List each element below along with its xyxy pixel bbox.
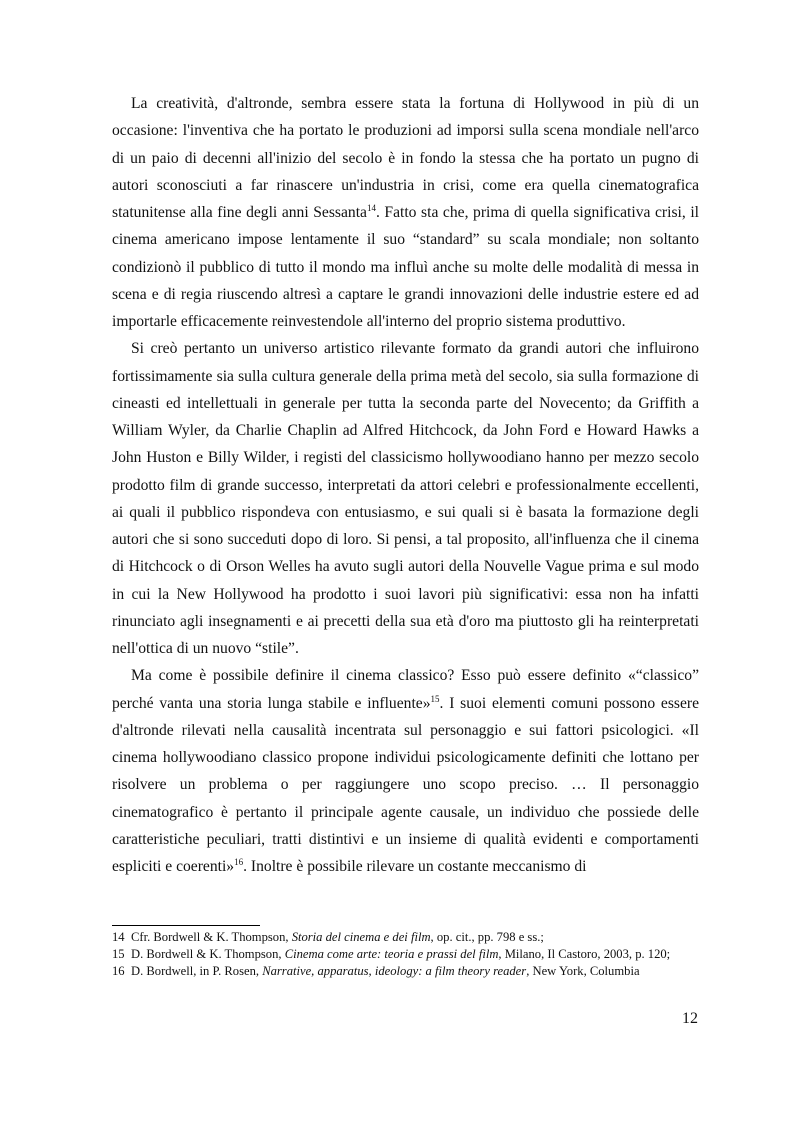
footnote-14 (112, 929, 699, 946)
footnote-text-before: Cfr. Bordwell & K. Thompson, (131, 930, 292, 944)
paragraph-text: Ma come è possibile definire il cinema classico? Esso può essere definito «“classico” perché vanta una storia lunga stabile e influente» (112, 667, 699, 712)
footnote-ref-16[interactable]: 16 (234, 856, 244, 867)
footnote-ref-15[interactable]: 15 (430, 693, 440, 704)
paragraph-3 (112, 662, 699, 880)
paragraph-1 (112, 90, 699, 335)
footnote-separator (112, 925, 260, 926)
paragraph-text: La creatività, d'altronde, sembra essere stata la fortuna di Hollywood in più di un occasione: l'inventiva che ha portato le produzioni ad imporsi sulla scena mondiale nell'arco di un paio di decenni all'inizio del secolo è in fondo la stessa che ha portato un pugno di autori sconosciuti a far rinascere un'industria in crisi, come era quella cinematografica statunitense alla fine degli anni Sessanta (112, 95, 699, 221)
footnote-text (131, 929, 699, 946)
paragraph-text: . Fatto sta che, prima di quella significativa crisi, il cinema americano impose lentamente il suo “standard” su scala mondiale; non soltanto condizionò il pubblico di tutto il mondo ma influì anche su molte delle modalità di messa in scena e di regia riuscendo altresì a captare le grandi innovazioni delle industrie estere ed ad importarle efficacemente reinvestendole all'interno del proprio sistema produttivo. (112, 204, 699, 330)
footnote-text (131, 946, 699, 963)
footnote-title: Storia del cinema e dei film (291, 930, 431, 944)
body-text (112, 90, 699, 880)
footnote-number: 16 (112, 964, 125, 978)
footnote-text-after: , Milano, Il Castoro, 2003, p. 120; (498, 947, 671, 961)
paragraph-text: Si creò pertanto un universo artistico rilevante formato da grandi autori che influirono fortissimamente sia sulla cultura generale della prima metà del secolo, sia sulla formazione di cineasti ed intellettuali in generale per tutta la seconda parte del Novecento; da Griffith a William Wyler, da Charlie Chaplin ad Alfred Hitchcock, da John Ford e Howard Hawks a John Huston e Billy Wilder, i registi del classicismo hollywoodiano hanno per mezzo secolo prodotto film di grande successo, interpretati da attori celebri e professionalmente eccellenti, ai quali il pubblico rispondeva con entusiasmo, e sui quali si è basata la formazione degli autori che si sono succeduti dopo di loro. Si pensi, a tal proposito, all'influenza che il cinema di Hitchcock o di Orson Welles ha avuto sugli autori della Nouvelle Vague prima e sul modo in cui la New Hollywood ha prodotto i suoi lavori più significativi: essa non ha infatti rinunciato agli insegnamenti e ai precetti della sua età d'oro ma piuttosto gli ha reinterpretati nell'ottica di un nuovo “stile”. (112, 340, 699, 657)
footnote-16 (112, 963, 699, 980)
footnote-text-after: , New York, Columbia (526, 964, 640, 978)
paragraph-text: . Inoltre è possibile rilevare un costante meccanismo di (243, 858, 587, 875)
footnote-text (131, 963, 699, 980)
paragraph-2 (112, 335, 699, 662)
footnote-text-before: D. Bordwell & K. Thompson, (131, 947, 285, 961)
paragraph-text: . I suoi elementi comuni possono essere d'altronde rilevati nella causalità incentrata sul personaggio e sui fattori psicologici. «Il cinema hollywoodiano classico propone individui psicologicamente definiti che lottano per risolvere un problema o per raggiungere uno scopo preciso. … Il personaggio cinematografico è pertanto il principale agente causale, un individuo che possiede delle caratteristiche peculiari, tratti distintivi e un insieme di qualità evidenti e comportamenti espliciti e coerenti» (112, 694, 699, 875)
footnote-title: Narrative, apparatus, ideology: a film theory reader (262, 964, 527, 978)
footnote-title: Cinema come arte: teoria e prassi del film (284, 947, 499, 961)
footnotes (112, 929, 699, 980)
footnote-15 (112, 946, 699, 963)
footnote-number: 15 (112, 947, 125, 961)
footnote-number: 14 (112, 930, 125, 944)
footnote-text-after: , op. cit., pp. 798 e ss.; (430, 930, 544, 944)
footnote-ref-14[interactable]: 14 (366, 202, 376, 213)
footnote-text-before: D. Bordwell, in P. Rosen, (131, 964, 263, 978)
page-number: 12 (682, 1010, 698, 1027)
